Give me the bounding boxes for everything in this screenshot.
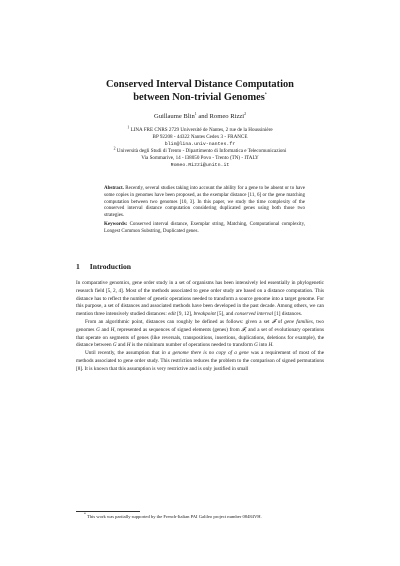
p2-G2: G (112, 342, 117, 349)
term-conserved-interval: conserved interval (234, 311, 274, 318)
affiliation-1-email[interactable]: blin@lina.univ-nantes.fr (164, 142, 236, 147)
body-paragraph-1 (76, 280, 324, 319)
abstract-label: Abstract. (104, 186, 124, 191)
p2-G: G (96, 326, 100, 333)
author-1-mark: 1 (194, 111, 197, 116)
paper-title (60, 78, 340, 104)
affiliation-2-line-1 (70, 148, 330, 155)
p1-ref-3: [1] distances. (273, 311, 303, 318)
affiliations (70, 127, 330, 169)
p2-e: , represented as sequences of signed elements (genes) from (114, 326, 242, 333)
keywords-paragraph (104, 222, 305, 236)
title-footnote-mark: * (264, 92, 267, 97)
p1-ref-2: [5], and (215, 311, 235, 318)
footnote (84, 514, 320, 520)
p2-c: , two genomes (76, 318, 325, 333)
abstract-paragraph (104, 186, 305, 220)
body-paragraph-2 (76, 319, 324, 350)
abstract-block (104, 186, 305, 235)
p2-F2: 𝓕 (241, 326, 246, 333)
p2-H3: H (268, 342, 273, 349)
term-gene-families: gene families (284, 318, 313, 325)
affiliation-1-mark: 1 (127, 125, 130, 130)
affiliation-2-mark: 2 (113, 146, 116, 151)
section-title: Introduction (89, 262, 132, 271)
abstract-text: Recently, several studies taking into account the ability for a gene to be absent or to have some copies in genomes have been proposed, as the exemplar distance [11, 6] or the gene matching computation between two genomes [10, 3]. In this paper, we study the time complexity of the conserved interval distance computation considering duplicated genes using both those two strategies. (104, 186, 306, 218)
p2-g: and (116, 342, 127, 349)
affiliation-2-line-2: Via Sommarive, 14 - I38050 Povo - Trento (TN) - ITALY (141, 155, 259, 161)
affiliation-2-email[interactable]: Romeo.Rizzi@unitn.it (170, 163, 230, 168)
body-text (76, 280, 324, 374)
section-number: 1 (76, 262, 80, 271)
p1-ref-1: [9, 12], (175, 311, 194, 318)
title-line-2: between Non-trivial Genomes (133, 92, 265, 103)
p2-d: and (99, 326, 111, 333)
p2-F: 𝓕 (271, 318, 276, 325)
p2-j: . (272, 342, 274, 349)
author-2: Romeo Rizzi (209, 113, 245, 120)
affiliation-1-line-2: BP 92208 - 44322 Nantes Cedex 3 - FRANCE (152, 134, 248, 140)
section-heading (76, 262, 131, 271)
title-line-1: Conserved Interval Distance Computation (106, 79, 294, 90)
body-paragraph-3 (76, 350, 324, 373)
author-2-mark: 2 (244, 111, 247, 116)
p2-G3: G (254, 342, 258, 349)
author-conjunction: and (196, 113, 210, 120)
author-1: Guillaume Blin (153, 113, 195, 120)
p2-H2: H (126, 342, 131, 349)
author-list (60, 113, 340, 121)
keywords-text: Conserved interval distance, Exemplar string, Matching, Computational complexity, Longest Common Substring, Duplicated genes. (104, 221, 305, 234)
p2-a: From an algorithmic point, distances can roughly be defined as follows: given a set (85, 318, 272, 325)
term-edit: edit (168, 311, 176, 318)
p2-f: , and a set of evolutionary operations that operate on segments of genes (like reversals, transpositions, insertions, duplications, deletions for example), the distance between (76, 326, 324, 349)
p3-emphasis: in a genome there is no copy of a gene (161, 350, 249, 357)
p2-h: is the minimum number of operations needed to transform (130, 342, 255, 349)
p2-b: of (275, 318, 285, 325)
affiliation-1-line-1 (70, 127, 330, 134)
p1-text: In comparative genomics, gene order study in a set of organisms has been intensively led essentially in phylogenetic research field [5, 2, 4]. Most of the methods associated to gene order study are based on a distance computation. This distance has to reflect the number of genetic operations needed to transform a source genome into a target genome. For this purpose, a set of distances and associated methods have been developed in the past decade. Among others, we can mention three intensively studied distances: (76, 280, 324, 318)
p3-b: was a requirement of most of the methods associated to gene order study. This restriction reduces the problem to the comparison of signed permutations [8]. It is known that this assumption is very restrictive and is only justified in small (76, 350, 325, 372)
affiliation-2-text: Università degli Studi di Trento - Dipartimento di Informatica e Telecomunicazioni (116, 148, 287, 154)
footnote-mark: * (84, 512, 86, 517)
p2-H: H (110, 326, 115, 333)
keywords-label: Keywords: (104, 221, 128, 227)
term-breakpoint: breakpoint (193, 311, 216, 318)
affiliation-1-text: LINA FRE CNRS 2729 Université de Nantes, 2 rue de la Houssinière (130, 127, 273, 133)
p2-i: into (257, 342, 269, 349)
footnote-text: This work was partially supported by the French-Italian PAI Galileo project number 08484VH. (86, 514, 262, 519)
p3-a: Until recently, the assumption that (85, 350, 162, 357)
